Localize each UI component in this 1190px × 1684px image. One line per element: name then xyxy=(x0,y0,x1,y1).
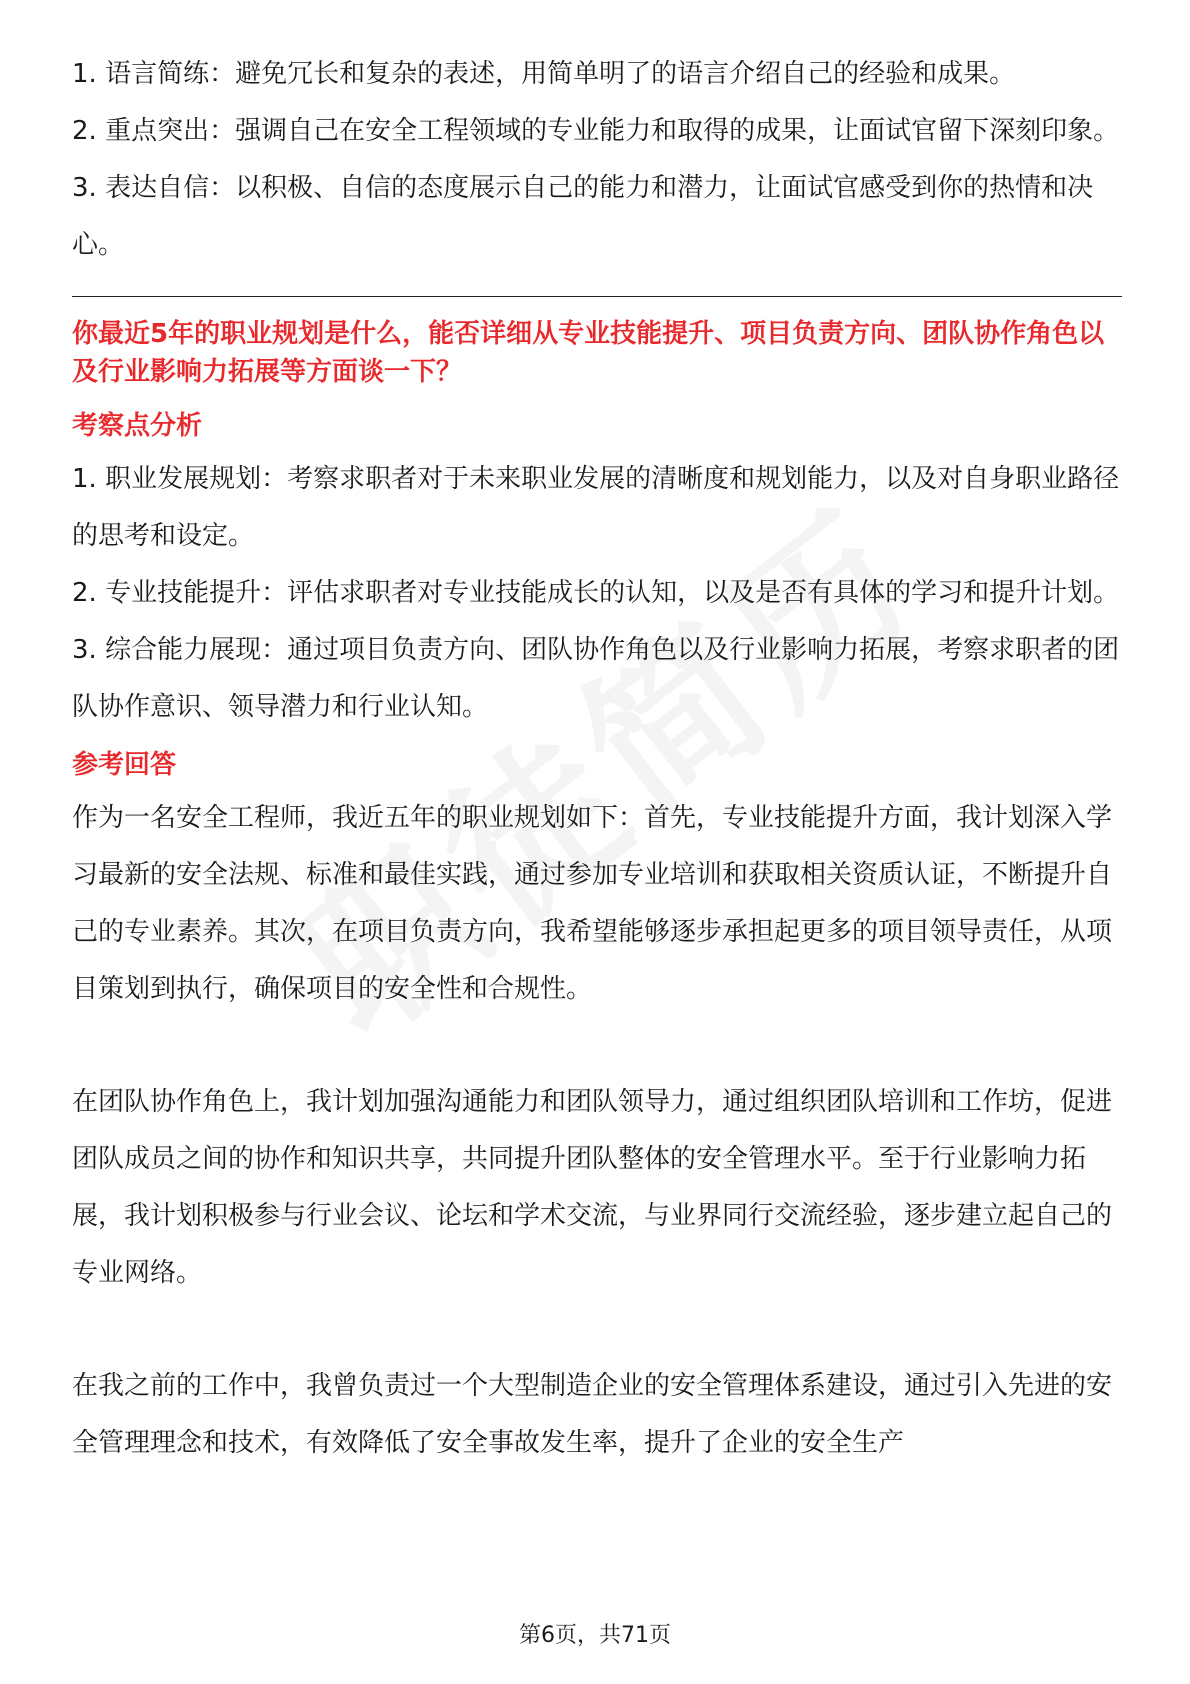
page-number: 第6页，共71页 xyxy=(519,1623,671,1648)
list-item: 2. 重点突出：强调自己在安全工程领域的专业能力和取得的成果，让面试官留下深刻印象。 xyxy=(72,116,1120,146)
section-divider xyxy=(72,296,1122,297)
paragraph-gap xyxy=(72,1018,1122,1074)
paragraph-gap xyxy=(72,1302,1122,1358)
answer-paragraph: 作为一名安全工程师，我近五年的职业规划如下：首先，专业技能提升方面，我计划深入学习最新的安全法规、标准和最佳实践，通过参加专业培训和获取相关资质认证，不断提升自己的专业素养。其次，在项目负责方向，我希望能够逐步承担起更多的项目领导责任，从项目策划到执行，确保项目的安全性和合规性。 xyxy=(72,803,1113,1004)
analysis-list xyxy=(72,451,1122,736)
answer-paragraph: 在团队协作角色上，我计划加强沟通能力和团队领导力，通过组织团队培训和工作坊，促进团队成员之间的协作和知识共享，共同提升团队整体的安全管理水平。至于行业影响力拓展，我计划积极参与行业会议、论坛和学术交流，与业界同行交流经验，逐步建立起自己的专业网络。 xyxy=(72,1087,1113,1288)
list-item: 2. 专业技能提升：评估求职者对专业技能成长的认知，以及是否有具体的学习和提升计划。 xyxy=(72,578,1120,608)
list-item: 3. 综合能力展现：通过项目负责方向、团队协作角色以及行业影响力拓展，考察求职者的团队协作意识、领导潜力和行业认知。 xyxy=(72,635,1120,722)
answer-paragraph: 在我之前的工作中，我曾负责过一个大型制造企业的安全管理体系建设，通过引入先进的安全管理理念和技术，有效降低了安全事故发生率，提升了企业的安全生产 xyxy=(72,1371,1113,1458)
answer-heading: 参考回答 xyxy=(72,750,177,780)
list-item: 3. 表达自信：以积极、自信的态度展示自己的能力和潜力，让面试官感受到你的热情和决心。 xyxy=(72,173,1094,260)
question-title: 你最近5年的职业规划是什么，能否详细从专业技能提升、项目负责方向、团队协作角色以及行业影响力拓展等方面谈一下？ xyxy=(72,319,1105,387)
list-item: 1. 职业发展规划：考察求职者对于未来职业发展的清晰度和规划能力，以及对自身职业路径的思考和设定。 xyxy=(72,464,1120,551)
analysis-heading: 考察点分析 xyxy=(72,411,203,441)
list-item: 1. 语言简练：避免冗长和复杂的表述，用简单明了的语言介绍自己的经验和成果。 xyxy=(72,59,1016,89)
tips-list xyxy=(72,46,1122,274)
page-content xyxy=(72,46,1122,1472)
